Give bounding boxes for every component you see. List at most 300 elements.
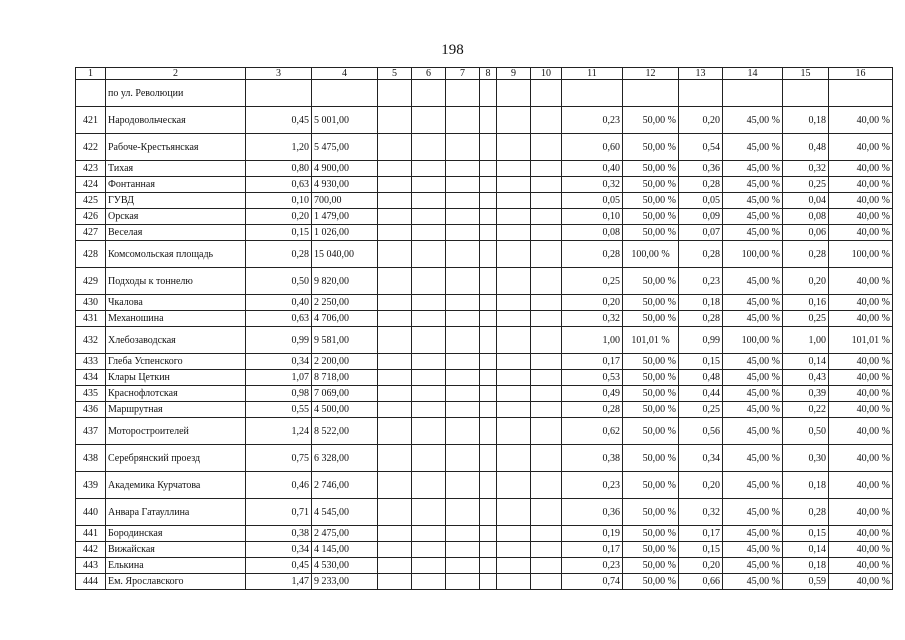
cell-col-14: 45,00 % — [723, 311, 783, 327]
cell-col-15: 0,04 — [783, 193, 829, 209]
column-header-15: 15 — [783, 68, 829, 80]
cell-empty — [480, 161, 497, 177]
cell-col-16: 40,00 % — [829, 574, 893, 590]
cell-street-name: Веселая — [106, 225, 246, 241]
cell-col-3: 0,99 — [246, 327, 312, 354]
cell-col-11: 0,23 — [562, 107, 623, 134]
table-row — [76, 472, 893, 499]
cell-col-11: 0,74 — [562, 574, 623, 590]
cell-col-15: 0,43 — [783, 370, 829, 386]
cell-empty — [497, 402, 531, 418]
cell-empty — [446, 311, 480, 327]
column-header-4: 4 — [312, 68, 378, 80]
cell-col-4: 7 069,00 — [312, 386, 378, 402]
cell-number: 438 — [76, 445, 106, 472]
cell-number: 421 — [76, 107, 106, 134]
cell-empty — [412, 209, 446, 225]
cell-col-3: 1,07 — [246, 370, 312, 386]
cell-col-16: 40,00 % — [829, 499, 893, 526]
cell-empty — [480, 311, 497, 327]
cell-col-3: 0,63 — [246, 311, 312, 327]
cell-empty — [378, 418, 412, 445]
cell-empty — [446, 472, 480, 499]
cell-col-15: 0,20 — [783, 268, 829, 295]
cell-col-14: 45,00 % — [723, 370, 783, 386]
cell-empty — [497, 370, 531, 386]
cell-empty — [446, 542, 480, 558]
cell-street-name: Анвара Гатауллина — [106, 499, 246, 526]
cell-empty — [412, 161, 446, 177]
cell-col-13: 0,54 — [679, 134, 723, 161]
cell-empty — [378, 327, 412, 354]
cell-col-12: 50,00 % — [623, 499, 679, 526]
cell-col-12: 100,00 % — [623, 241, 679, 268]
cell-number: 440 — [76, 499, 106, 526]
cell-empty — [378, 161, 412, 177]
cell-empty — [531, 445, 562, 472]
cell-empty — [412, 558, 446, 574]
cell-number: 428 — [76, 241, 106, 268]
cell-empty — [497, 161, 531, 177]
column-header-10: 10 — [531, 68, 562, 80]
cell-empty — [480, 402, 497, 418]
cell-col-3: 1,20 — [246, 134, 312, 161]
cell-empty — [412, 107, 446, 134]
cell-empty — [531, 574, 562, 590]
cell-empty — [412, 295, 446, 311]
cell-col-3: 0,34 — [246, 542, 312, 558]
cell-empty — [497, 386, 531, 402]
cell-empty — [480, 327, 497, 354]
cell-street-name: Глеба Успенского — [106, 354, 246, 370]
cell-col-14: 45,00 % — [723, 295, 783, 311]
cell-col-15: 0,28 — [783, 499, 829, 526]
cell-col-14: 45,00 % — [723, 134, 783, 161]
cell-empty — [446, 445, 480, 472]
cell-empty — [497, 327, 531, 354]
table-row — [76, 445, 893, 472]
cell-empty — [378, 574, 412, 590]
table-row — [76, 542, 893, 558]
cell-col-3: 1,24 — [246, 418, 312, 445]
cell-empty — [412, 193, 446, 209]
cell-col-11: 0,23 — [562, 558, 623, 574]
cell-col-13: 0,15 — [679, 542, 723, 558]
cell-col-13: 0,20 — [679, 107, 723, 134]
cell-col-4: 1 026,00 — [312, 225, 378, 241]
cell-street-name: Орская — [106, 209, 246, 225]
cell-col-15: 1,00 — [783, 327, 829, 354]
cell-col-12: 101,01 % — [623, 327, 679, 354]
cell-col-12: 50,00 % — [623, 177, 679, 193]
cell-street-name: Комсомольская площадь — [106, 241, 246, 268]
table-row — [76, 558, 893, 574]
cell-col-13: 0,15 — [679, 354, 723, 370]
cell-empty — [480, 134, 497, 161]
cell-empty — [378, 107, 412, 134]
cell-number: 431 — [76, 311, 106, 327]
cell-empty — [497, 268, 531, 295]
cell-empty — [497, 209, 531, 225]
cell-empty — [378, 370, 412, 386]
cell-col-4: 8 718,00 — [312, 370, 378, 386]
cell-street-name: Клары Цеткин — [106, 370, 246, 386]
cell-col-12: 50,00 % — [623, 268, 679, 295]
cell-col-11: 0,28 — [562, 402, 623, 418]
cell-col-11: 0,62 — [562, 418, 623, 445]
cell-empty — [378, 134, 412, 161]
cell-col-16: 40,00 % — [829, 418, 893, 445]
cell-col-3: 0,45 — [246, 107, 312, 134]
cell-col-15: 0,48 — [783, 134, 829, 161]
cell-empty — [446, 418, 480, 445]
table-row — [76, 311, 893, 327]
cell-col-11: 0,32 — [562, 177, 623, 193]
cell-col-12: 50,00 % — [623, 472, 679, 499]
table-row — [76, 295, 893, 311]
cell-col-13: 0,28 — [679, 177, 723, 193]
cell-empty — [531, 327, 562, 354]
cell-col-11: 0,36 — [562, 499, 623, 526]
cell-col-11: 0,17 — [562, 354, 623, 370]
cell-empty — [497, 418, 531, 445]
cell-col-11: 0,40 — [562, 161, 623, 177]
cell-col-15: 0,25 — [783, 311, 829, 327]
cell-street-name: по ул. Революции — [106, 80, 246, 107]
cell-col-3: 0,28 — [246, 241, 312, 268]
cell-empty — [412, 499, 446, 526]
table-row — [76, 209, 893, 225]
cell-col-12: 50,00 % — [623, 558, 679, 574]
cell-col-16: 40,00 % — [829, 542, 893, 558]
cell-col-4: 15 040,00 — [312, 241, 378, 268]
cell-col-13: 0,44 — [679, 386, 723, 402]
cell-number: 422 — [76, 134, 106, 161]
cell-empty — [412, 268, 446, 295]
cell-col-14: 45,00 % — [723, 499, 783, 526]
cell-col-3: 0,34 — [246, 354, 312, 370]
cell-street-name: Маршрутная — [106, 402, 246, 418]
cell-col-11: 0,25 — [562, 268, 623, 295]
cell-col-3: 0,15 — [246, 225, 312, 241]
cell-col-14: 45,00 % — [723, 177, 783, 193]
cell-col-16: 40,00 % — [829, 445, 893, 472]
cell-col-13: 0,17 — [679, 526, 723, 542]
cell-col-4: 4 530,00 — [312, 558, 378, 574]
cell-empty — [446, 499, 480, 526]
cell-empty — [412, 370, 446, 386]
cell-empty — [446, 268, 480, 295]
cell-col-12: 50,00 % — [623, 225, 679, 241]
column-header-14: 14 — [723, 68, 783, 80]
table-row — [76, 268, 893, 295]
cell-number: 430 — [76, 295, 106, 311]
table-row — [76, 418, 893, 445]
cell-empty — [480, 177, 497, 193]
cell-empty — [531, 193, 562, 209]
cell-empty — [412, 445, 446, 472]
cell-number: 424 — [76, 177, 106, 193]
cell-col-11: 0,53 — [562, 370, 623, 386]
cell-col-14: 45,00 % — [723, 418, 783, 445]
cell-empty — [446, 370, 480, 386]
cell-col-16: 40,00 % — [829, 177, 893, 193]
cell-street-name: Тихая — [106, 161, 246, 177]
column-header-8: 8 — [480, 68, 497, 80]
cell-empty — [531, 268, 562, 295]
table-row — [76, 134, 893, 161]
cell-col-16: 40,00 % — [829, 526, 893, 542]
cell-street-name: Фонтанная — [106, 177, 246, 193]
table-row — [76, 499, 893, 526]
cell-empty — [480, 370, 497, 386]
cell-col-11: 0,08 — [562, 225, 623, 241]
cell-col-14: 45,00 % — [723, 574, 783, 590]
cell-number: 426 — [76, 209, 106, 225]
table-row — [76, 370, 893, 386]
cell-empty — [412, 386, 446, 402]
cell-col-4: 9 233,00 — [312, 574, 378, 590]
column-header-13: 13 — [679, 68, 723, 80]
data-table — [75, 67, 893, 590]
cell-col-15: 0,14 — [783, 354, 829, 370]
table-row — [76, 177, 893, 193]
cell-empty — [480, 354, 497, 370]
column-header-6: 6 — [412, 68, 446, 80]
cell-empty — [497, 134, 531, 161]
cell-col-11: 0,20 — [562, 295, 623, 311]
cell-col-11: 0,19 — [562, 526, 623, 542]
table-row — [76, 402, 893, 418]
cell-col-16: 40,00 % — [829, 225, 893, 241]
cell-col-15: 0,28 — [783, 241, 829, 268]
cell-col-14: 45,00 % — [723, 107, 783, 134]
cell-empty — [531, 134, 562, 161]
cell-col-12: 50,00 % — [623, 107, 679, 134]
cell-street-name: Ем. Ярославского — [106, 574, 246, 590]
cell-col-14: 100,00 % — [723, 327, 783, 354]
cell-empty — [531, 526, 562, 542]
cell-empty — [378, 472, 412, 499]
cell-empty — [378, 311, 412, 327]
cell-empty — [480, 107, 497, 134]
cell-street-name: Вижайская — [106, 542, 246, 558]
cell-col-16: 40,00 % — [829, 161, 893, 177]
cell-col-4: 700,00 — [312, 193, 378, 209]
cell-empty — [378, 241, 412, 268]
cell-col-11: 0,49 — [562, 386, 623, 402]
cell-col-4: 4 900,00 — [312, 161, 378, 177]
cell-col-3: 0,80 — [246, 161, 312, 177]
cell-empty — [412, 354, 446, 370]
cell-col-16: 40,00 % — [829, 370, 893, 386]
cell-empty — [531, 386, 562, 402]
cell-col-13: 0,20 — [679, 558, 723, 574]
cell-empty — [446, 134, 480, 161]
cell-col-13: 0,56 — [679, 418, 723, 445]
cell-col-12: 50,00 % — [623, 402, 679, 418]
cell-empty — [497, 177, 531, 193]
cell-col-12: 50,00 % — [623, 526, 679, 542]
cell-empty — [412, 241, 446, 268]
cell-number: 439 — [76, 472, 106, 499]
cell-col-3: 0,38 — [246, 526, 312, 542]
cell-empty — [446, 295, 480, 311]
cell-col-13: 0,25 — [679, 402, 723, 418]
cell-col-12: 50,00 % — [623, 386, 679, 402]
cell-number: 442 — [76, 542, 106, 558]
column-header-5: 5 — [378, 68, 412, 80]
cell-empty — [480, 418, 497, 445]
cell-empty — [480, 193, 497, 209]
cell-col-13: 0,07 — [679, 225, 723, 241]
cell-empty — [497, 225, 531, 241]
cell-empty — [378, 354, 412, 370]
cell-street-name: Елькина — [106, 558, 246, 574]
column-header-3: 3 — [246, 68, 312, 80]
table-row — [76, 386, 893, 402]
cell-empty — [531, 311, 562, 327]
cell-street-name: Механошина — [106, 311, 246, 327]
cell-street-name: Чкалова — [106, 295, 246, 311]
table-row — [76, 241, 893, 268]
continuation-row — [76, 80, 893, 107]
cell-col-13: 0,36 — [679, 161, 723, 177]
cell-empty — [531, 241, 562, 268]
cell-empty — [378, 177, 412, 193]
column-header-12: 12 — [623, 68, 679, 80]
cell-col-3: 0,50 — [246, 268, 312, 295]
cell-col-13: 0,66 — [679, 574, 723, 590]
cell-empty — [412, 574, 446, 590]
cell-number: 432 — [76, 327, 106, 354]
cell-col-13: 0,23 — [679, 268, 723, 295]
cell-empty — [446, 225, 480, 241]
column-header-1: 1 — [76, 68, 106, 80]
cell-col-4: 2 475,00 — [312, 526, 378, 542]
cell-empty — [412, 327, 446, 354]
cell-col-3: 0,75 — [246, 445, 312, 472]
cell-col-15: 0,22 — [783, 402, 829, 418]
cell-empty — [378, 542, 412, 558]
cell-col-11: 0,32 — [562, 311, 623, 327]
table-row — [76, 526, 893, 542]
column-header-16: 16 — [829, 68, 893, 80]
cell-col-4: 9 820,00 — [312, 268, 378, 295]
cell-empty — [412, 225, 446, 241]
cell-empty — [497, 193, 531, 209]
cell-col-15: 0,39 — [783, 386, 829, 402]
cell-col-15: 0,32 — [783, 161, 829, 177]
cell-col-14: 100,00 % — [723, 241, 783, 268]
cell-empty — [480, 526, 497, 542]
cell-col-13: 0,05 — [679, 193, 723, 209]
cell-number: 425 — [76, 193, 106, 209]
cell-empty — [378, 268, 412, 295]
cell-col-11: 0,05 — [562, 193, 623, 209]
cell-col-4: 4 500,00 — [312, 402, 378, 418]
cell-empty — [446, 161, 480, 177]
cell-col-12: 50,00 % — [623, 161, 679, 177]
cell-street-name: Академика Курчатова — [106, 472, 246, 499]
cell-empty — [446, 354, 480, 370]
cell-col-11: 0,23 — [562, 472, 623, 499]
cell-empty — [446, 193, 480, 209]
cell-empty — [412, 542, 446, 558]
cell-number: 441 — [76, 526, 106, 542]
cell-number: 435 — [76, 386, 106, 402]
cell-empty — [412, 311, 446, 327]
cell-number: 443 — [76, 558, 106, 574]
cell-empty — [480, 225, 497, 241]
table-row — [76, 161, 893, 177]
cell-number: 437 — [76, 418, 106, 445]
cell-col-4: 4 706,00 — [312, 311, 378, 327]
column-header-11: 11 — [562, 68, 623, 80]
cell-empty — [378, 295, 412, 311]
cell-empty — [446, 526, 480, 542]
cell-number: 429 — [76, 268, 106, 295]
cell-col-11: 0,28 — [562, 241, 623, 268]
cell-col-12: 50,00 % — [623, 445, 679, 472]
cell-empty — [412, 177, 446, 193]
cell-col-13: 0,34 — [679, 445, 723, 472]
cell-col-3: 0,20 — [246, 209, 312, 225]
cell-empty — [497, 295, 531, 311]
cell-empty — [497, 445, 531, 472]
cell-col-4: 5 001,00 — [312, 107, 378, 134]
cell-col-3: 0,10 — [246, 193, 312, 209]
cell-col-12: 50,00 % — [623, 134, 679, 161]
cell-number: 427 — [76, 225, 106, 241]
cell-empty — [446, 177, 480, 193]
table-row — [76, 107, 893, 134]
cell-col-13: 0,09 — [679, 209, 723, 225]
cell-empty — [480, 445, 497, 472]
cell-empty — [531, 177, 562, 193]
cell-col-13: 0,28 — [679, 241, 723, 268]
cell-col-3: 0,45 — [246, 558, 312, 574]
cell-col-16: 40,00 % — [829, 558, 893, 574]
cell-street-name: Народовольческая — [106, 107, 246, 134]
cell-street-name: Подходы к тоннелю — [106, 268, 246, 295]
cell-col-11: 0,10 — [562, 209, 623, 225]
cell-empty — [480, 295, 497, 311]
cell-col-16: 40,00 % — [829, 134, 893, 161]
cell-empty — [412, 418, 446, 445]
cell-col-14: 45,00 % — [723, 526, 783, 542]
cell-empty — [531, 161, 562, 177]
cell-col-4: 5 475,00 — [312, 134, 378, 161]
cell-number — [76, 80, 106, 107]
cell-empty — [497, 241, 531, 268]
cell-empty — [531, 472, 562, 499]
cell-number: 423 — [76, 161, 106, 177]
cell-empty — [531, 209, 562, 225]
cell-empty — [531, 370, 562, 386]
cell-col-4: 2 200,00 — [312, 354, 378, 370]
cell-empty — [531, 542, 562, 558]
cell-empty — [480, 472, 497, 499]
cell-col-14: 45,00 % — [723, 225, 783, 241]
cell-empty — [412, 526, 446, 542]
cell-col-11: 1,00 — [562, 327, 623, 354]
cell-empty — [446, 386, 480, 402]
cell-col-13: 0,48 — [679, 370, 723, 386]
cell-col-14: 45,00 % — [723, 354, 783, 370]
cell-empty — [531, 418, 562, 445]
cell-empty — [531, 295, 562, 311]
